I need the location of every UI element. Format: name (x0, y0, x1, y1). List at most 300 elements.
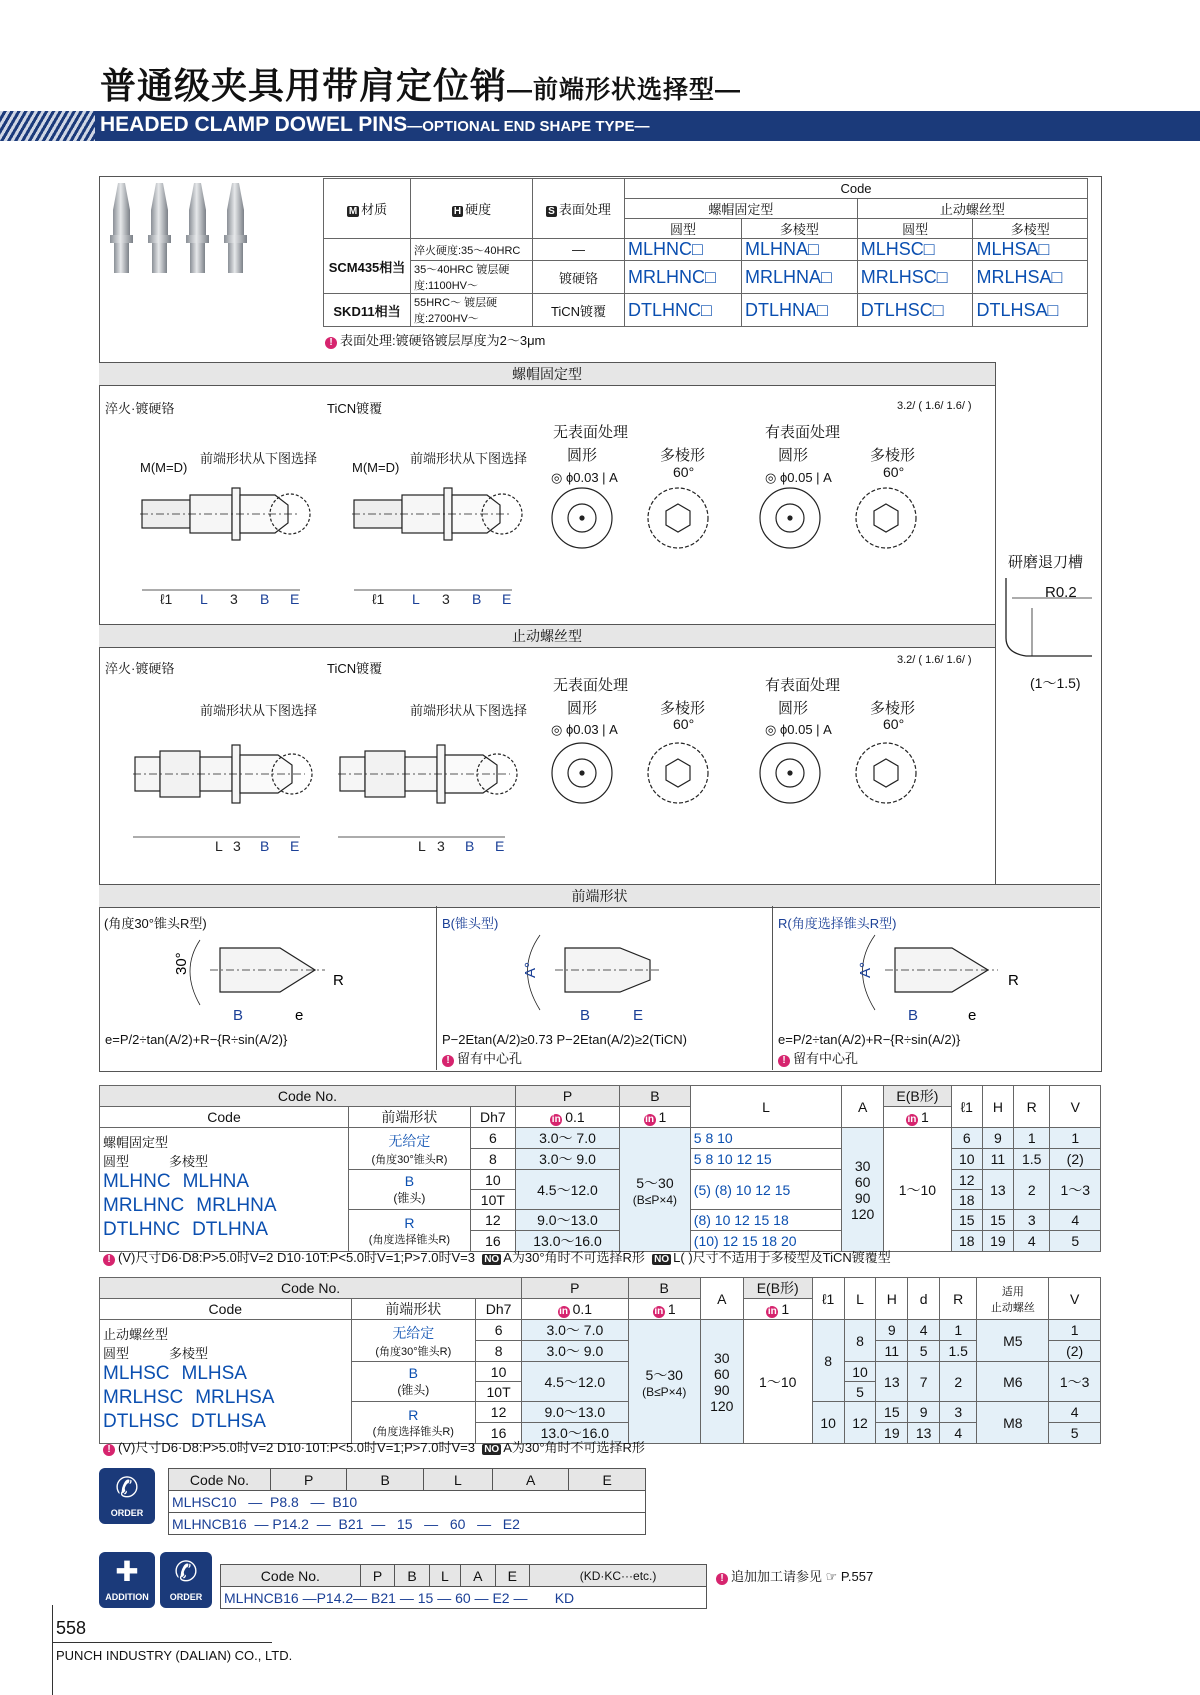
spec2-v-4: 4 (1049, 1402, 1101, 1423)
unit-icon: in (907, 1113, 917, 1125)
spec2-h-3: 13 (876, 1362, 908, 1402)
spec2-note2: A为30°角时不可选择R形 (503, 1440, 645, 1455)
code-dtlhsc: DTLHSC□ (857, 294, 973, 327)
spec1-v-2: (2) (1050, 1149, 1101, 1170)
spec1-r-3: 2 (1013, 1170, 1050, 1210)
badge-m: M (348, 206, 358, 217)
spec2-a-120: 120 (710, 1397, 734, 1414)
code-mrlhnc: MRLHNC□ (625, 261, 742, 294)
spec1-b-val: 5～30 (636, 1174, 674, 1191)
groove-span-label: (1～1.5) (1030, 675, 1081, 691)
tip-shape-drawings (100, 930, 1100, 1030)
spec1-header-p-unit (515, 1107, 619, 1128)
order-r2-a: 60 (449, 1515, 466, 1532)
dim-b-stop-2: B (465, 838, 475, 854)
fixed-end-view-4 (856, 488, 916, 548)
spec1-header-b: B (620, 1086, 691, 1107)
company-name: PUNCH INDUSTRY (DALIAN) CO., LTD. (56, 1648, 293, 1663)
fixed-round-2: 圆形 (778, 447, 809, 464)
pin-image-3 (186, 183, 209, 273)
spec1-code-dtlhna: DTLHNA (192, 1219, 269, 1240)
formula-b: P−2Etan(A/2)≥0.73 P−2Etan(A/2)≥2(TiCN) (442, 1032, 688, 1047)
spec2-d-4: 9 (908, 1402, 940, 1423)
spec2-shape-b-name: B (408, 1365, 418, 1381)
dim-l-fixed-2: L (412, 591, 420, 607)
spec1-note2: A为30°角时不可选择R形 (503, 1250, 645, 1265)
spec2-code-dtlhsc: DTLHSC (103, 1411, 180, 1432)
spec1-e-val: 1～10 (884, 1128, 952, 1252)
code-mlhsa: MLHSA□ (973, 239, 1088, 261)
add-h-kd: (KD·KC···etc.) (530, 1565, 707, 1587)
title-cn-main: 普通级夹具用带肩定位销 (100, 65, 508, 106)
spec1-p-3: 4.5～12.0 (515, 1170, 619, 1210)
material-header (324, 179, 411, 239)
dim-e-fixed-2: E (502, 591, 512, 607)
spec2-v-2: (2) (1049, 1341, 1101, 1362)
order-r2-b: B21 (338, 1515, 364, 1532)
dim-e-stop-2: E (495, 838, 505, 854)
group-stop-header: 止动螺丝型 (857, 199, 1087, 219)
spec-table-stop (99, 1277, 1101, 1444)
code-mrlhsa: MRLHSA□ (973, 261, 1088, 294)
spec1-code-mrlhna: MRLHNA (196, 1195, 277, 1216)
spec2-b-unit: 1 (667, 1300, 676, 1317)
unit-icon: in (551, 1113, 561, 1125)
surface-note (325, 330, 545, 349)
spec2-r-4: 3 (940, 1402, 977, 1423)
stop-label-cr: 淬火·镀硬铬 (105, 661, 175, 676)
spec2-shape-none (351, 1320, 475, 1362)
spec1-a-90: 90 (854, 1189, 871, 1206)
spec1-h-4: 15 (982, 1210, 1013, 1231)
code-mrlhsc: MRLHSC□ (857, 261, 973, 294)
groove-r-label: R0.2 (1045, 584, 1077, 601)
spec1-v-5: 5 (1050, 1231, 1101, 1252)
spec1-poly: 多棱型 (169, 1154, 209, 1169)
spec1-l-4: (8) 10 12 15 18 (690, 1210, 841, 1231)
spec1-header-v: V (1050, 1086, 1101, 1128)
spec2-p-unit: 0.1 (572, 1300, 593, 1317)
stop-coax-1-text: ϕ0.03 (565, 722, 599, 737)
spec2-header-l: L (844, 1278, 876, 1320)
spec1-notes (103, 1247, 891, 1266)
spec1-code-mlhnc: MLHNC (103, 1171, 171, 1192)
order-r2-sep3: — (371, 1515, 386, 1532)
spec2-p-4: 9.0～13.0 (522, 1402, 628, 1423)
spec1-b-note: (B≤P×4) (632, 1192, 678, 1207)
round-header-1: 圆型 (625, 219, 742, 239)
hardness-row-1: 淬火硬度:35～40HRC (411, 239, 533, 261)
spec2-shape-r-desc: (角度选择锥头R) (372, 1425, 454, 1438)
order-r2-p: P14.2 (272, 1515, 309, 1532)
spec1-shape-r (349, 1210, 471, 1252)
tip-r-r: R (1008, 972, 1019, 989)
spec1-header-e: E(B形) (884, 1086, 952, 1107)
order-r2-l: 15 (396, 1515, 413, 1532)
spec2-r-3: 2 (940, 1362, 977, 1402)
spec2-header-r: R (940, 1278, 977, 1320)
spec1-h-2: 11 (982, 1149, 1013, 1170)
formula-none: e=P/2÷tan(A/2)+R−{R÷sin(A/2)} (105, 1032, 288, 1047)
dim-l-fixed-1: L (200, 591, 208, 607)
coax-2-text: ϕ0.05 (779, 470, 813, 485)
dim-3-stop-2: 3 (437, 838, 445, 854)
spec1-b-unit: 1 (658, 1108, 667, 1125)
stop-coax-1: ◎ ϕ0.03 | A (551, 722, 618, 737)
fixed-end-view-2 (648, 488, 708, 548)
spec2-header-screw: 适用 止动螺丝 (977, 1278, 1049, 1320)
code-mlhnc: MLHNC□ (625, 239, 742, 261)
fixed-no-surface: 无表面处理 (553, 424, 629, 441)
unit-icon: in (559, 1305, 569, 1317)
spec2-header-a: A (700, 1278, 743, 1320)
title-cn-sub: —前端形状选择型— (507, 76, 742, 104)
spec2-poly: 多棱型 (169, 1346, 209, 1361)
plus-icon: ✚ (115, 1556, 139, 1587)
material-scm435: SCM435相当 (324, 239, 411, 294)
dim-b-fixed-1: B (260, 591, 270, 607)
dim-3-stop-1: 3 (233, 838, 241, 854)
spec2-header-codeno: Code No. (100, 1278, 522, 1299)
spec2-code-cell (100, 1320, 352, 1444)
stop-deg60-2: 60° (883, 716, 905, 732)
center-hole-b-text: 留有中心孔 (457, 1051, 523, 1066)
spec1-dh7-6 (470, 1128, 515, 1149)
spec1-h-1: 9 (982, 1128, 1013, 1149)
spec2-header-l1: ℓ1 (812, 1278, 844, 1320)
code-mrlhna: MRLHNA□ (741, 261, 857, 294)
spec1-b-cell (620, 1128, 691, 1252)
spec2-d-3: 7 (908, 1362, 940, 1402)
order-r1-b: B10 (332, 1493, 358, 1510)
spec2-code-mlhsc: MLHSC (103, 1363, 170, 1384)
addition-icon-label: ADDITION (105, 1592, 149, 1602)
spec2-header-code: Code (100, 1299, 352, 1320)
spec1-header-p: P (515, 1086, 619, 1107)
stop-coax-2-text: ϕ0.05 (779, 722, 813, 737)
spec2-shape-none-name: 无给定 (392, 1324, 435, 1341)
fixed-pin-drawing-1 (140, 488, 310, 590)
hardness-header-label: 硬度 (465, 202, 492, 217)
spec1-header-codeno: Code No. (100, 1086, 516, 1107)
spec2-d-2: 5 (908, 1341, 940, 1362)
hand-pointer-icon: ☞ (825, 1569, 838, 1584)
tip-none-b: B (233, 1007, 244, 1024)
spec1-l1-5: 15 (951, 1210, 982, 1231)
spec1-p-4: 9.0～13.0 (515, 1210, 619, 1231)
hardness-row-2: 35～40HRC 镀层硬度:1100HV～ (411, 261, 533, 294)
poly-header-1: 多棱型 (741, 219, 857, 239)
fixed-deg60-2: 60° (883, 464, 905, 480)
spec1-dh7-16: 16 (470, 1231, 515, 1252)
spec1-r-5: 4 (1013, 1231, 1050, 1252)
order-r2-sep1: — (254, 1515, 269, 1532)
spec1-v-3: 1～3 (1050, 1170, 1101, 1210)
stop-end-view-2 (648, 743, 708, 803)
spec2-r-5: 4 (940, 1423, 977, 1444)
spec1-v-4: 4 (1050, 1210, 1101, 1231)
order-r2-e: E2 (502, 1515, 520, 1532)
spec2-dh7-16: 16 (476, 1423, 522, 1444)
spec2-b-val: 5～30 (645, 1366, 683, 1383)
pin-image-2 (148, 183, 171, 273)
fixed-deg60-1: 60° (673, 464, 695, 480)
spec1-shape-b-name: B (404, 1173, 415, 1189)
stop-with-surface: 有表面处理 (765, 677, 841, 694)
fixed-with-surface: 有表面处理 (765, 424, 841, 441)
spec2-l-5: 5 (844, 1382, 876, 1402)
order-r2-sep2: — (316, 1515, 331, 1532)
stop-label-ticn: TiCN镀覆 (327, 661, 383, 676)
spec1-dh7-12: 12 (470, 1210, 515, 1231)
spec1-code-cell (100, 1128, 349, 1252)
order-icon-small (160, 1552, 212, 1608)
spec1-code-dtlhnc: DTLHNC (103, 1219, 181, 1240)
section-fixed-bar: 螺帽固定型 (99, 362, 995, 386)
no-badge-2: NO (654, 1254, 670, 1265)
addition-ref-page[interactable]: P.557 (840, 1569, 874, 1584)
spec2-p-3: 4.5～12.0 (522, 1362, 628, 1402)
spec2-b-note: (B≤P×4) (642, 1384, 687, 1399)
section-tip-bar: 前端形状 (99, 884, 1100, 908)
fixed-front-shape-1: 前端形状从下图选择 (200, 451, 318, 466)
stop-front-shape-1: 前端形状从下图选择 (200, 703, 318, 718)
tip-r-drawing (863, 935, 999, 1010)
dim-e-fixed-1: E (290, 591, 300, 607)
order-r1-sep1: — (248, 1493, 263, 1510)
order-r2-sep5: — (477, 1515, 492, 1532)
spec1-a-cell (842, 1128, 884, 1252)
stop-end-view-3 (760, 743, 820, 803)
spec2-b-cell (628, 1320, 700, 1444)
spec2-header-b-unit (628, 1299, 700, 1320)
spec2-code-mrlhsc: MRLHSC (103, 1387, 184, 1408)
unit-icon: in (654, 1305, 664, 1317)
spec2-dh7-10t: 10T (476, 1382, 522, 1402)
spec1-p-1: 3.0～ 7.0 (515, 1128, 619, 1149)
spec2-l-10: 10 (844, 1362, 876, 1382)
code-mlhna: MLHNA□ (741, 239, 857, 261)
note-icon: ! (778, 1055, 790, 1067)
fixed-label-cr: 淬火·镀硬铬 (105, 401, 175, 416)
round-header-2: 圆型 (857, 219, 973, 239)
spec1-l-2: 5 8 10 12 15 (690, 1149, 841, 1170)
dim-b-fixed-2: B (472, 591, 482, 607)
center-hole-b (442, 1048, 522, 1067)
addition-row: MLHNCB16 —P14.2— B21 — 15 — 60 — E2 — KD (221, 1587, 707, 1609)
tip-none-e: e (295, 1007, 304, 1024)
page-title-en (100, 113, 650, 137)
spec1-header-dh7: Dh7 (470, 1107, 515, 1128)
spec1-l1-1: 6 (951, 1128, 982, 1149)
spec2-header-shape: 前端形状 (351, 1299, 475, 1320)
stop-round-1: 圆形 (567, 700, 598, 717)
spec1-shape-none-desc: (角度30°锥头R) (371, 1153, 448, 1166)
spec1-r-1: 1 (1013, 1128, 1050, 1149)
center-hole-r (778, 1048, 858, 1067)
tip-none-title: (角度30°锥头R型) (104, 916, 207, 931)
phone-icon: ✆ (115, 1472, 139, 1503)
spec2-header-p-unit (522, 1299, 628, 1320)
spec1-l1-6: 18 (951, 1231, 982, 1252)
spec1-code-mlhna: MLHNA (182, 1171, 250, 1192)
phone-icon: ✆ (174, 1556, 198, 1587)
spec2-header-e-unit (743, 1299, 812, 1320)
order-row-1 (169, 1491, 646, 1513)
spec1-header-shape: 前端形状 (349, 1107, 471, 1128)
spec2-header-d: d (908, 1278, 940, 1320)
spec2-header-e: E(B形) (743, 1278, 812, 1299)
spec1-dh7-10t: 10T (470, 1190, 515, 1210)
spec1-dh7-10: 10 (470, 1170, 515, 1190)
spec1-code-mrlhnc: MRLHNC (103, 1195, 185, 1216)
order-h-a: A (492, 1469, 568, 1491)
spec2-shape-r-name: R (408, 1406, 419, 1423)
fixed-poly-2: 多棱形 (870, 447, 916, 464)
spec2-header-p: P (522, 1278, 628, 1299)
code-dtlhnc: DTLHNC□ (625, 294, 742, 327)
tip-none-30deg: 30° (173, 952, 190, 975)
fixed-front-shape-2: 前端形状从下图选择 (410, 451, 528, 466)
spec2-h-5: 19 (876, 1423, 908, 1444)
spec1-l1-4: 18 (951, 1190, 982, 1210)
spec2-l1-8: 8 (812, 1320, 844, 1402)
spec2-h-2: 11 (876, 1341, 908, 1362)
material-skd11: SKD11相当 (324, 294, 411, 327)
spec1-header-r: R (1013, 1086, 1050, 1128)
spec2-a-60: 60 (713, 1365, 730, 1382)
tip-b-drawing (528, 935, 661, 1010)
spec2-screw-m8: M8 (977, 1402, 1049, 1444)
pin-image-4 (224, 183, 247, 273)
tip-r-title: R(角度选择锥头R型) (778, 916, 897, 931)
spec2-header-h: H (876, 1278, 908, 1320)
add-h-l: L (429, 1565, 460, 1587)
note-icon: ! (103, 1444, 115, 1456)
surface-row-1: — (533, 239, 625, 261)
spec2-l1-10: 10 (812, 1402, 844, 1444)
dim-l-stop-1: L (215, 838, 223, 854)
spec1-shape-none (349, 1128, 471, 1170)
code-dtlhsa: DTLHSA□ (973, 294, 1088, 327)
addition-table (220, 1564, 707, 1609)
title-en-main: HEADED CLAMP DOWEL PINS (100, 113, 408, 136)
spec2-header-dh7: Dh7 (476, 1299, 522, 1320)
spec2-h-4: 15 (876, 1402, 908, 1423)
spec2-note1: (V)尺寸D6·D8:P>5.0时V=2 D10·10T:P<5.0时V=1;P>7.0时V=3 (118, 1440, 475, 1455)
dim-l1-fixed-2: ℓ1 (372, 591, 385, 607)
tip-b-e: E (633, 1007, 644, 1024)
spec2-l-12: 12 (844, 1402, 876, 1444)
pin-image-1 (110, 183, 133, 273)
groove-title: 研磨退刀槽 (1008, 554, 1084, 571)
spec2-round: 圆型 (103, 1346, 130, 1361)
order-r2-sep4: — (424, 1515, 439, 1532)
spec2-code-dtlhsa: DTLHSA (191, 1411, 266, 1432)
order-h-l: L (423, 1469, 492, 1491)
add-h-a: A (461, 1565, 496, 1587)
addition-ref (716, 1566, 873, 1585)
badge-s: S (548, 206, 555, 217)
spec1-p-5: 13.0～16.0 (515, 1231, 619, 1252)
order-row-2 (169, 1513, 646, 1535)
spec2-shape-b-desc: (锥头) (397, 1383, 430, 1397)
spec1-v-1: 1 (1050, 1128, 1101, 1149)
spec1-h-3: 13 (982, 1170, 1013, 1210)
spec1-shape-b (349, 1170, 471, 1210)
order-h-p: P (271, 1469, 347, 1491)
fixed-round-1: 圆形 (567, 447, 598, 464)
spec2-screw-m6: M6 (977, 1362, 1049, 1402)
tip-r-e: e (968, 1007, 977, 1024)
dim-b-stop-1: B (260, 838, 270, 854)
fixed-label-ticn: TiCN镀覆 (327, 401, 383, 416)
stop-deg60-1: 60° (673, 716, 695, 732)
spec2-v-5: 5 (1049, 1423, 1101, 1444)
stop-no-surface: 无表面处理 (553, 677, 629, 694)
order-icon-label: ORDER (110, 1508, 144, 1518)
dim-l-stop-2: L (418, 838, 426, 854)
poly-header-2: 多棱型 (973, 219, 1088, 239)
spec1-header-e-unit (884, 1107, 952, 1128)
spec1-l-1: 5 8 10 (690, 1128, 841, 1149)
tip-r-a: A° (857, 961, 874, 978)
spec1-note3: L( )尺寸不适用于多棱型及TiCN镀覆型 (673, 1250, 891, 1265)
stop-end-view-1 (552, 743, 612, 803)
spec1-e-unit: 1 (920, 1108, 929, 1125)
order-icon (99, 1468, 155, 1524)
title-band-stripes (0, 111, 95, 141)
spec2-code-mlhsa: MLHSA (181, 1363, 247, 1384)
stop-pin-drawing-2 (338, 745, 517, 837)
spec-table-fixed (99, 1085, 1101, 1252)
tip-b-b: B (580, 1007, 591, 1024)
spec1-shape-none-name: 无给定 (388, 1132, 431, 1149)
spec1-r-2: 1.5 (1013, 1149, 1050, 1170)
stop-coax-2: ◎ ϕ0.05 | A (765, 722, 832, 737)
surface-header-label: 表面处理 (558, 202, 611, 217)
order-r2-code: MLHNCB16 (172, 1515, 247, 1532)
center-hole-r-text: 留有中心孔 (793, 1051, 859, 1066)
group-fixed-header: 螺帽固定型 (625, 199, 858, 219)
spec2-shape-none-desc: (角度30°锥头R) (375, 1345, 452, 1358)
note-icon: ! (442, 1055, 454, 1067)
fixed-end-view-3 (760, 488, 820, 548)
order-table (168, 1468, 646, 1535)
fixed-pin-drawing-2 (352, 488, 522, 590)
order-r1-p: P8.8 (270, 1493, 299, 1510)
spec1-a-120: 120 (850, 1205, 875, 1222)
spec1-p-2: 3.0～ 9.0 (515, 1149, 619, 1170)
stop-end-view-4 (856, 743, 916, 803)
note-icon: ! (716, 1573, 728, 1585)
surface-row-2: 镀硬铬 (533, 261, 625, 294)
stop-poly-2: 多棱形 (870, 700, 916, 717)
stop-poly-1: 多棱形 (660, 700, 706, 717)
spec2-type: 止动螺丝型 (103, 1327, 169, 1342)
spec1-header-h: H (982, 1086, 1013, 1128)
spec1-p-unit: 0.1 (565, 1108, 585, 1125)
fixed-coax-1: ◎ ϕ0.03 | A (551, 470, 618, 485)
unit-icon: in (645, 1113, 654, 1125)
spec2-d-1: 4 (908, 1320, 940, 1341)
spec2-dh7-10: 10 (476, 1362, 522, 1382)
dim-e-stop-1: E (290, 838, 300, 854)
note-icon: ! (103, 1254, 115, 1266)
spec2-p-5: 13.0～16.0 (522, 1423, 628, 1444)
footer-rule (52, 1605, 53, 1695)
fixed-m-label-1: M(M=D) (140, 460, 188, 475)
